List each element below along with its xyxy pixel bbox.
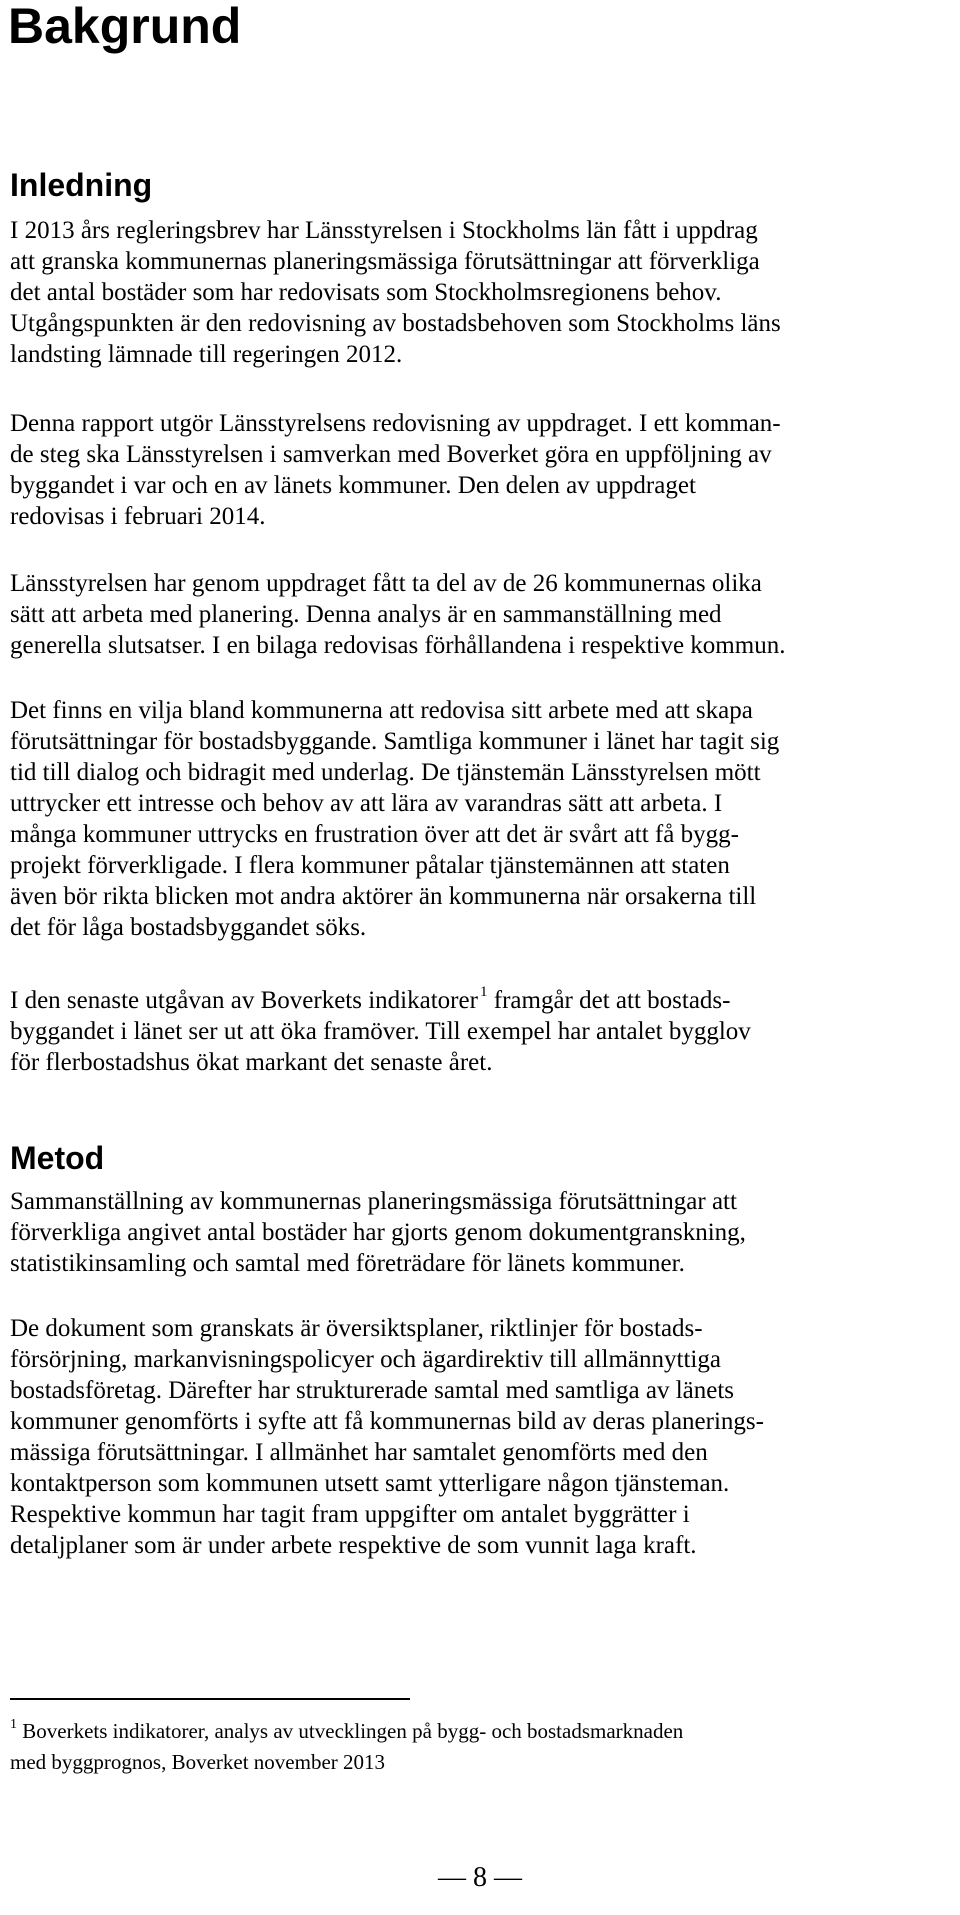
text-line: många kommuner uttrycks en frustration över att det är svårt att få bygg- bbox=[10, 821, 739, 848]
text-line: Denna rapport utgör Länsstyrelsens redovisning av uppdraget. I ett komman- bbox=[10, 410, 781, 437]
text-line: Sammanställning av kommunernas planeringsmässiga förutsättningar att bbox=[10, 1188, 737, 1215]
text-line: projekt förverkligade. I flera kommuner påtalar tjänstemännen att staten bbox=[10, 852, 730, 879]
paragraph bbox=[10, 215, 930, 370]
text-line: förverkliga angivet antal bostäder har gjorts genom dokumentgranskning, bbox=[10, 1219, 746, 1246]
footnote-mark: 1 bbox=[10, 1717, 17, 1732]
paragraph bbox=[10, 1313, 930, 1561]
footnote bbox=[10, 1716, 683, 1778]
text-line: statistikinsamling och samtal med företrädare för länets kommuner. bbox=[10, 1250, 685, 1277]
text-line: bostadsföretag. Därefter har strukturerade samtal med samtliga av länets bbox=[10, 1377, 735, 1404]
text-line: redovisas i februari 2014. bbox=[10, 503, 266, 530]
page-number: — 8 — bbox=[438, 1862, 522, 1893]
text-line: Utgångspunkten är den redovisning av bostadsbehoven som Stockholms läns bbox=[10, 310, 781, 337]
footnote-divider bbox=[10, 1698, 410, 1700]
text-line: Länsstyrelsen har genom uppdraget fått ta del av de 26 kommunernas olika bbox=[10, 570, 762, 597]
text-line: uttrycker ett intresse och behov av att lära av varandras sätt att arbeta. I bbox=[10, 790, 723, 817]
footnote-text: Boverkets indikatorer, analys av utvecklingen på bygg- och bostadsmarknaden bbox=[17, 1719, 684, 1743]
text-line: byggandet i länet ser ut att öka framöver. Till exempel har antalet bygglov bbox=[10, 1018, 751, 1045]
text-line: även bör rikta blicken mot andra aktörer än kommunerna när orsakerna till bbox=[10, 883, 757, 910]
paragraph bbox=[10, 408, 930, 532]
text-line: sätt att arbeta med planering. Denna analys är en sammanställning med bbox=[10, 601, 722, 628]
text-line: att granska kommunernas planeringsmässiga förutsättningar att förverkliga bbox=[10, 248, 760, 275]
page-heading: Bakgrund bbox=[8, 0, 242, 54]
text-line: generella slutsatser. I en bilaga redovisas förhållandena i respektive kommun. bbox=[10, 632, 786, 659]
section-title-inledning: Inledning bbox=[10, 167, 153, 203]
text-line: Respektive kommun har tagit fram uppgifter om antalet byggrätter i bbox=[10, 1501, 690, 1528]
paragraph bbox=[10, 1186, 930, 1279]
text-line: försörjning, markanvisningspolicyer och ägardirektiv till allmännyttiga bbox=[10, 1346, 721, 1373]
text-line bbox=[10, 985, 930, 1016]
text-line: tid till dialog och bidragit med underlag. De tjänstemän Länsstyrelsen mött bbox=[10, 759, 761, 786]
paragraph bbox=[10, 568, 930, 661]
text-line: landsting lämnade till regeringen 2012. bbox=[10, 341, 403, 368]
paragraph bbox=[10, 985, 930, 1078]
text-line: det antal bostäder som har redovisats som Stockholmsregionens behov. bbox=[10, 279, 722, 306]
text-line: förutsättningar för bostadsbyggande. Samtliga kommuner i länet har tagit sig bbox=[10, 728, 780, 755]
text-line: de steg ska Länsstyrelsen i samverkan med Boverket göra en uppföljning av bbox=[10, 441, 772, 468]
text-line: I 2013 års regleringsbrev har Länsstyrelsen i Stockholms län fått i uppdrag bbox=[10, 217, 758, 244]
text-line: kontaktperson som kommunen utsett samt ytterligare någon tjänsteman. bbox=[10, 1470, 730, 1497]
text-line: för flerbostadshus ökat markant det senaste året. bbox=[10, 1049, 493, 1076]
footnote-reference[interactable]: 1 bbox=[480, 984, 488, 1000]
footnote-line: med byggprognos, Boverket november 2013 bbox=[10, 1750, 386, 1774]
text-line: byggandet i var och en av länets kommuner. Den delen av uppdraget bbox=[10, 472, 696, 499]
section-title-metod: Metod bbox=[10, 1140, 105, 1176]
paragraph bbox=[10, 695, 930, 943]
text-segment: I den senaste utgåvan av Boverkets indikatorer bbox=[10, 987, 478, 1014]
text-line: kommuner genomförts i syfte att få kommunernas bild av deras planerings- bbox=[10, 1408, 764, 1435]
text-line: detaljplaner som är under arbete respektive de som vunnit laga kraft. bbox=[10, 1532, 697, 1559]
text-line: Det finns en vilja bland kommunerna att redovisa sitt arbete med att skapa bbox=[10, 697, 753, 724]
text-line: mässiga förutsättningar. I allmänhet har samtalet genomförts med den bbox=[10, 1439, 708, 1466]
text-segment: framgår det att bostads- bbox=[487, 987, 731, 1014]
footnote-line bbox=[10, 1716, 683, 1747]
text-line: De dokument som granskats är översiktsplaner, riktlinjer för bostads- bbox=[10, 1315, 703, 1342]
text-line: det för låga bostadsbyggandet söks. bbox=[10, 914, 367, 941]
